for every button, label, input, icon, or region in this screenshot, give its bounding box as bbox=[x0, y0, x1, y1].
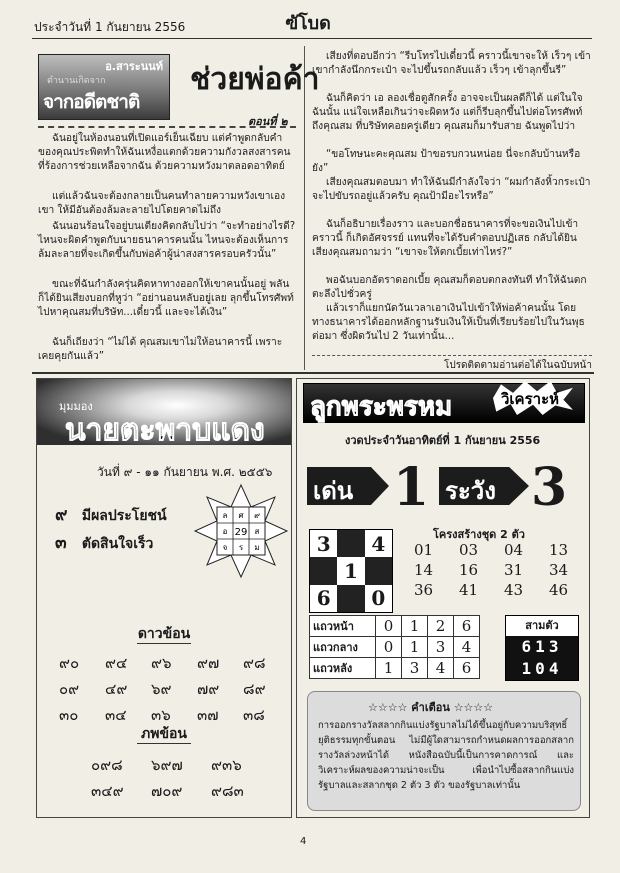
star-number: ๗๙ bbox=[197, 680, 220, 698]
column-logo-small: ตำนานเกิดจาก bbox=[47, 76, 106, 86]
article-rule bbox=[38, 126, 296, 128]
issue-date: ประจำวันที่ 1 กันยายน 2556 bbox=[34, 20, 186, 34]
article-paragraph: ฉันก็เถียงว่า “ไม่ได้ คุณสมเขาไม่ให้อนาคารนี้ เพราะเคยคุยกันแล้ว” bbox=[38, 337, 283, 362]
three-digit-box bbox=[505, 615, 579, 681]
structure-number: 14 bbox=[413, 561, 434, 579]
row-label: แถวหลัง bbox=[310, 658, 376, 679]
column-logo bbox=[38, 54, 170, 120]
star-number: ๙๔ bbox=[105, 654, 128, 672]
triple-number: ๓๔๙ bbox=[91, 782, 124, 800]
analysis-banner-title: ลูกพระพรหม bbox=[310, 392, 453, 422]
structure-number: 03 bbox=[458, 541, 479, 559]
checker-cell: 1 bbox=[337, 557, 364, 584]
star-number: ๙๖ bbox=[151, 654, 172, 672]
star-number: ๓๖ bbox=[151, 706, 171, 724]
horoscope-chart bbox=[193, 483, 289, 579]
structure-number: 46 bbox=[548, 581, 569, 599]
row-digit: 1 bbox=[402, 616, 428, 637]
horoscope-glyph: จ bbox=[222, 543, 228, 552]
article-paragraph: แล้วเราก็แยกนัดวันเวลาเอาเงินไปเข้าให้พ่อค้าคนนั้น โดยทางธนาคารได้ออกหลักฐานรับเงินให้เป็นที่เรียบร้อยไปในวันพุธต่อมา ซึ่งผิดวันไป 2 วันเท่านั้น... bbox=[312, 303, 585, 342]
star-number: ๔๙ bbox=[105, 680, 128, 698]
structure-number: 16 bbox=[458, 561, 479, 579]
lucky-digit: ๓ bbox=[55, 533, 67, 553]
row-digit: 4 bbox=[454, 637, 480, 658]
triple-numbers-grid bbox=[91, 753, 271, 803]
article-episode: ตอนที่ ๒ bbox=[248, 115, 288, 128]
article-paragraph: เสียงที่ตอบอีกว่า “รีบโทรไปเดี๋ยวนี้ คราวนี้เขาจะให้ เร็วๆ เข้า เขากำลังนึกกระเป๋า จะไปขึ้นรถกลับแล้ว เร็วๆ เข้าลุกขึ้นรี” bbox=[312, 51, 591, 76]
structure-numbers bbox=[401, 541, 581, 599]
article-paragraph: ฉันอยู่ในห้องนอนที่เปิดแอร์เย็นเฉียบ แต่คำพูดกลับคำของคุณประพิตทำให้ฉันเหงื่อแตกด้วยความกังวลสงสารคนที่ร้องการช่วยเหลือจากฉัน ด้วยความหวังมาตลอดอาทิตย์ bbox=[38, 133, 291, 172]
star-number: ๓๘ bbox=[243, 706, 265, 724]
main-digit: 1 bbox=[393, 457, 430, 518]
triple-number: ๙๓๖ bbox=[211, 756, 242, 774]
row-digit: 1 bbox=[376, 658, 402, 679]
main-label: เด่น bbox=[313, 476, 354, 505]
three-digit-value: 104 bbox=[506, 658, 578, 680]
three-digit-value: 613 bbox=[506, 636, 578, 658]
triple-section-title: ภพข้อน bbox=[140, 726, 187, 742]
checker-cell bbox=[365, 557, 392, 584]
lucky-date: วันที่ ๙ - ๑๑ กันยายน พ.ศ. ๒๕๕๖ bbox=[97, 465, 273, 479]
checker-cell bbox=[337, 530, 364, 557]
page-number: 4 bbox=[300, 836, 307, 847]
structure-number: 41 bbox=[458, 581, 479, 599]
star-number: ๖๙ bbox=[151, 680, 172, 698]
lucky-line bbox=[55, 529, 153, 556]
row-digit: 0 bbox=[376, 616, 402, 637]
row-label: แถวกลาง bbox=[310, 637, 376, 658]
draw-date: งวดประจำวันอาทิตย์ที่ 1 กันยายน 2556 bbox=[345, 434, 541, 447]
row-label: แถวหน้า bbox=[310, 616, 376, 637]
structure-number: 43 bbox=[503, 581, 524, 599]
row-table-row bbox=[310, 637, 480, 658]
row-digit: 0 bbox=[376, 637, 402, 658]
structure-number: 01 bbox=[413, 541, 434, 559]
lucky-text: ตัดสินใจเร็ว bbox=[81, 536, 154, 552]
article-paragraph: ฉันก็คิดว่า เอ ลองเชื่อตูสักครั้ง อาจจะเป็นผลดีก็ได้ แต่ในใจฉันนั้น แน่ใจเหลือเกินว่าจะผิดหวัง แต่ก็รีบลุกขึ้นไปต่อโทรศัพท์ถึงคุณสม ที่บริษัทคอยครู่เดียว คุณสมก็มารับสาย ฉันพูดไปว่า bbox=[312, 93, 583, 132]
star-section-title: ดาวข้อน bbox=[137, 626, 191, 642]
burst-badge-text: วิเคราะห์ bbox=[501, 390, 560, 408]
lucky-digit: ๙ bbox=[55, 505, 68, 525]
structure-number: 13 bbox=[548, 541, 569, 559]
row-digit: 1 bbox=[402, 637, 428, 658]
lucky-banner-small: มุมมอง bbox=[59, 400, 93, 413]
row-digit: 3 bbox=[428, 637, 454, 658]
horoscope-glyph: ๙ bbox=[254, 511, 260, 520]
triple-number: ๙๘๓ bbox=[211, 782, 244, 800]
triple-number: ๗๐๙ bbox=[151, 782, 183, 800]
horoscope-glyph: ล bbox=[222, 511, 228, 520]
horoscope-center: 29 bbox=[234, 527, 248, 538]
horoscope-glyph: ม bbox=[254, 543, 260, 552]
checker-cell bbox=[337, 585, 364, 612]
article-paragraph: ฉันก็อธิบายเรื่องราว และบอกชื่อธนาคารที่จะขอเงินไปเข้าคราวนี้ ก็เกิดอัศจรรย์ แทนที่จะได้รับคำตอบปฏิเสธ กลับได้ยินเสียงคุณสมถามว่า “เขาจะให้ตกเบี้ยเท่าไหร่?” bbox=[312, 219, 579, 258]
warning-box bbox=[307, 691, 581, 811]
checker-cell bbox=[310, 557, 337, 584]
checker-cell: 6 bbox=[310, 585, 337, 612]
star-section-rule bbox=[137, 643, 191, 644]
horoscope-glyph: อ bbox=[222, 527, 228, 536]
structure-number: 04 bbox=[503, 541, 524, 559]
analysis-box bbox=[296, 378, 590, 818]
warning-text: การออกรางวัลสลากกินแบ่งรัฐบาลไม่ได้ขึ้นอยู่กับความบริสุทธิ์ยุติธรรมทุกขั้นตอน ไม่มีผู้ใดสามารถกำหนดผลการออกสลากรางวัลล่วงหน้าได้ หนังสือฉบับนี้เป็นการคาดการณ์ และวิเคราะห์ผลของความน่าจะเป็น เพื่อนำไปซื้อสลากกินแบ่งรัฐบาลและสลากชุด 2 ตัว 3 ตัว ของรัฐบาลเท่านั้น bbox=[318, 720, 574, 791]
star-number: ๓๐ bbox=[59, 706, 79, 724]
warning-title-text: คำเตือน bbox=[411, 701, 450, 714]
star-number: ๐๙ bbox=[59, 680, 80, 698]
checker-cell: 4 bbox=[365, 530, 392, 557]
structure-number: 34 bbox=[548, 561, 569, 579]
article-paragraph: เสียงคุณสมตอบมา ทำให้ฉันมีกำลังใจว่า “ผมกำลังหิ้วกระเป๋า จะไปขับรถอยู่แล้วครับ คุณป้ามีอะไรหรือ” bbox=[312, 177, 591, 202]
three-digit-title: สามตัว bbox=[506, 616, 578, 636]
column-author: อ.สาระนนท์ bbox=[105, 60, 163, 73]
row-table-row bbox=[310, 658, 480, 679]
article-paragraph: “ขอโทษนะคะคุณสม ป้าขอรบกวนหน่อย นี่จะกลับบ้านหรือยัง” bbox=[312, 149, 581, 174]
row-digit: 6 bbox=[454, 616, 480, 637]
row-digit: 3 bbox=[402, 658, 428, 679]
row-digit: 2 bbox=[428, 616, 454, 637]
star-number: ๓๔ bbox=[105, 706, 127, 724]
watch-digit: 3 bbox=[531, 457, 568, 518]
star-icon: ☆☆☆☆ bbox=[368, 701, 412, 714]
row-table bbox=[309, 615, 480, 679]
article-paragraph: ฉันนอนร้อนใจอยู่บนเตียงคิดกลับไปว่า “จะทำอย่างไรดี? ไหนจะผิดคำพูดกับนายธนาคารคนนั้น ไหนจะต้องเห็นการล้มละลายที่จะเกิดขึ้นกับพ่อค้าผู้น่าสงสารครอบครัวนั้น” bbox=[38, 221, 296, 260]
header-rule bbox=[32, 38, 592, 39]
horoscope-glyph: ส bbox=[254, 527, 260, 536]
magazine-logo: ฃัโบด bbox=[285, 13, 331, 34]
checker-cell: 3 bbox=[310, 530, 337, 557]
structure-title: โครงสร้างชุด 2 ตัว bbox=[433, 528, 525, 541]
article-paragraph: พอฉันบอกอัตราดอกเบี้ย คุณสมก็ตอบตกลงทันที ทำให้ฉันตกตะลึงไปชั่วครู่ bbox=[312, 275, 587, 300]
lucky-text: มีผลประโยชน์ bbox=[81, 508, 167, 524]
lucky-line bbox=[55, 501, 167, 528]
warning-title bbox=[368, 698, 493, 716]
star-number: ๘๙ bbox=[243, 680, 266, 698]
star-number: ๙๐ bbox=[59, 654, 80, 672]
lucky-banner bbox=[37, 379, 291, 448]
row-digit: 6 bbox=[454, 658, 480, 679]
continue-note: โปรดติดตามอ่านต่อได้ในฉบับหน้า bbox=[312, 355, 592, 373]
row-table-row bbox=[310, 616, 480, 637]
triple-section-rule bbox=[137, 743, 191, 744]
star-numbers-grid bbox=[59, 651, 289, 727]
star-icon: ☆☆☆☆ bbox=[449, 701, 494, 714]
article-title: ช่วยพ่อค้า bbox=[190, 62, 320, 97]
column-logo-main: จากอดีตชาติ bbox=[43, 91, 140, 113]
lucky-banner-title: นายตะพาบแดง bbox=[65, 413, 265, 448]
star-number: ๓๗ bbox=[197, 706, 219, 724]
star-number: ๙๘ bbox=[243, 654, 266, 672]
checker-cell: 0 bbox=[365, 585, 392, 612]
star-number: ๙๗ bbox=[197, 654, 220, 672]
article-paragraph: แต่แล้วฉันจะต้องกลายเป็นคนทำลายความหวังเขาเองเขา ให้มีอันต้องล้มละลายไปโดยคาดไม่ถึง bbox=[38, 191, 286, 216]
structure-number: 36 bbox=[413, 581, 434, 599]
article-paragraph: ขณะที่ฉันกำลังครุ่นคิดหาทางออกให้เขาคนนั้นอยู่ พลันก็ได้ยินเสียงบอกที่หูว่า “อย่านอนหลับอยู่เลย ลุกขึ้นโทรศัพท์ไปหาคุณสมที่บริษัท...เดี๋ยวนี้ และจะได้เงิน” bbox=[38, 279, 294, 318]
section-rule bbox=[32, 372, 594, 374]
row-digit: 4 bbox=[428, 658, 454, 679]
horoscope-glyph: ศ bbox=[238, 511, 244, 520]
structure-number: 31 bbox=[503, 561, 524, 579]
watch-label: ระวัง bbox=[445, 476, 496, 505]
checker-grid bbox=[309, 529, 393, 613]
triple-number: ๐๙๘ bbox=[91, 756, 123, 774]
horoscope-glyph: ร bbox=[238, 543, 244, 552]
triple-number: ๖๙๗ bbox=[151, 756, 183, 774]
lucky-numbers-box bbox=[36, 378, 292, 818]
